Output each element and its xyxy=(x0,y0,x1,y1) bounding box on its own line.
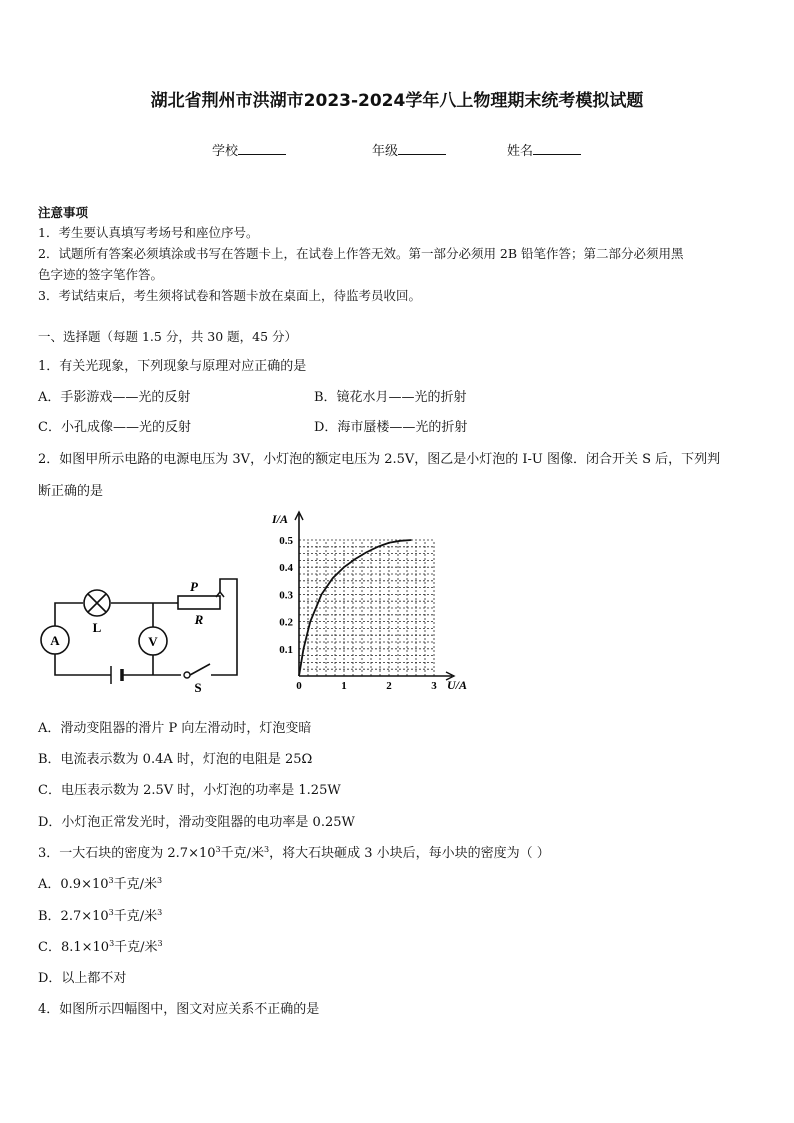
q1-option-a: A．手影游戏——光的反射 xyxy=(38,390,191,405)
q3-option-b-exp: 3 xyxy=(108,908,114,917)
q3-option-a-exp: 3 xyxy=(108,876,114,885)
x-tick-label: 3 xyxy=(431,680,437,692)
y-tick-label: 0.2 xyxy=(279,616,293,629)
q3-option-c-exp2: 3 xyxy=(157,939,163,948)
q1-option-d: D．海市蜃楼——光的折射 xyxy=(314,420,468,435)
grade-label: 年级 xyxy=(372,144,399,159)
ammeter-label: A xyxy=(50,633,60,648)
name-label: 姓名 xyxy=(507,144,534,159)
q3-option-a-unit: 千克/米 xyxy=(113,877,157,892)
notice-item-2: 2．试题所有答案必须填涂或书写在答题卡上，在试卷上作答无效。第一部分必须用 2B 铅笔作答；第二部分必须用黑 xyxy=(38,246,684,261)
school-label: 学校 xyxy=(212,144,239,159)
q3-option-a-exp2: 3 xyxy=(156,876,163,885)
q3-option-b xyxy=(38,905,162,924)
switch-icon xyxy=(184,672,190,678)
x-tick-label: 2 xyxy=(386,680,392,692)
page-title: 湖北省荆州市洪湖市2023-2024学年八上物理期末统考模拟试题 xyxy=(150,91,644,111)
voltmeter-label: V xyxy=(148,634,158,649)
y-tick-label: 0.3 xyxy=(279,589,293,602)
q3-stem-exp1: 3 xyxy=(215,845,221,854)
q3-option-a-pre: A．0.9×10 xyxy=(38,877,109,892)
notice-heading: 注意事项 xyxy=(38,205,89,220)
q3-option-a xyxy=(38,873,162,892)
q2-option-c: C．电压表示数为 2.5V 时，小灯泡的功率是 1.25W xyxy=(38,783,341,798)
q3-option-d-pre: D．以上都不对 xyxy=(38,971,127,986)
y-tick-label: 0.1 xyxy=(279,643,293,656)
rheostat-label: R xyxy=(194,612,204,627)
grade-field xyxy=(372,140,446,159)
y-axis-label: I/A xyxy=(272,512,289,526)
q3-option-c-pre: C．8.1×10 xyxy=(38,940,110,955)
q3-option-b-unit: 千克/米 xyxy=(113,909,158,924)
q2-option-a: A．滑动变阻器的滑片 P 向左滑动时，灯泡变暗 xyxy=(38,721,312,736)
notice-item-2-cont: 色字迹的签字笔作答。 xyxy=(38,267,164,282)
rheostat-icon xyxy=(178,596,220,609)
x-tick-label: 0 xyxy=(296,680,302,692)
q2-option-b: B．电流表示数为 0.4A 时，灯泡的电阻是 25Ω xyxy=(38,752,313,767)
x-axis-label: U/A xyxy=(447,678,468,692)
q3-option-c xyxy=(38,936,163,955)
q3-stem-e: ，将大石块砸成 3 小块后，每小块的密度为（ ） xyxy=(269,846,550,861)
grade-blank xyxy=(398,142,446,155)
x-tick-label: 1 xyxy=(341,680,347,692)
y-tick-label: 0.4 xyxy=(279,562,293,575)
y-tick-label: 0.5 xyxy=(279,535,293,547)
q1-option-c: C．小孔成像——光的反射 xyxy=(38,420,191,435)
q2-stem-line2: 断正确的是 xyxy=(38,484,104,499)
q1-option-b: B．镜花水月——光的折射 xyxy=(314,390,467,405)
q3-option-d xyxy=(38,967,126,986)
circuit-diagram xyxy=(36,572,246,696)
q1-stem: 1．有关光现象，下列现象与原理对应正确的是 xyxy=(38,359,307,374)
lamp-label: L xyxy=(92,620,102,635)
slider-label: P xyxy=(190,579,198,594)
q3-stem xyxy=(38,842,550,861)
name-field xyxy=(507,140,581,159)
school-field xyxy=(212,140,286,159)
q3-stem-unit: 千克/米 xyxy=(220,846,264,861)
q3-stem-a: 3．一大石块的密度为 2.7×10 xyxy=(38,846,216,861)
q2-option-d: D．小灯泡正常发光时，滑动变阻器的电功率是 0.25W xyxy=(38,815,355,830)
q3-stem-exp2: 3 xyxy=(264,845,270,854)
school-blank xyxy=(238,142,286,155)
notice-item-3: 3．考试结束后，考生须将试卷和答题卡放在桌面上，待监考员收回。 xyxy=(38,288,421,303)
q4-stem: 4．如图所示四幅图中，图文对应关系不正确的是 xyxy=(38,1002,320,1017)
q3-option-b-exp2: 3 xyxy=(157,908,163,917)
notice-item-1: 1．考生要认真填写考场号和座位序号。 xyxy=(38,225,259,240)
iu-graph xyxy=(262,508,477,698)
q3-option-c-unit: 千克/米 xyxy=(114,940,158,955)
section-heading: 一、选择题（每题 1.5 分，共 30 题，45 分） xyxy=(38,329,298,344)
q3-option-b-pre: B．2.7×10 xyxy=(38,909,109,924)
q2-stem-line1: 2．如图甲所示电路的电源电压为 3V，小灯泡的额定电压为 2.5V，图乙是小灯泡的 I-U 图像．闭合开关 S 后，下列判 xyxy=(38,452,721,467)
q3-option-c-exp: 3 xyxy=(109,939,115,948)
name-blank xyxy=(533,142,581,155)
switch-label: S xyxy=(194,680,202,695)
